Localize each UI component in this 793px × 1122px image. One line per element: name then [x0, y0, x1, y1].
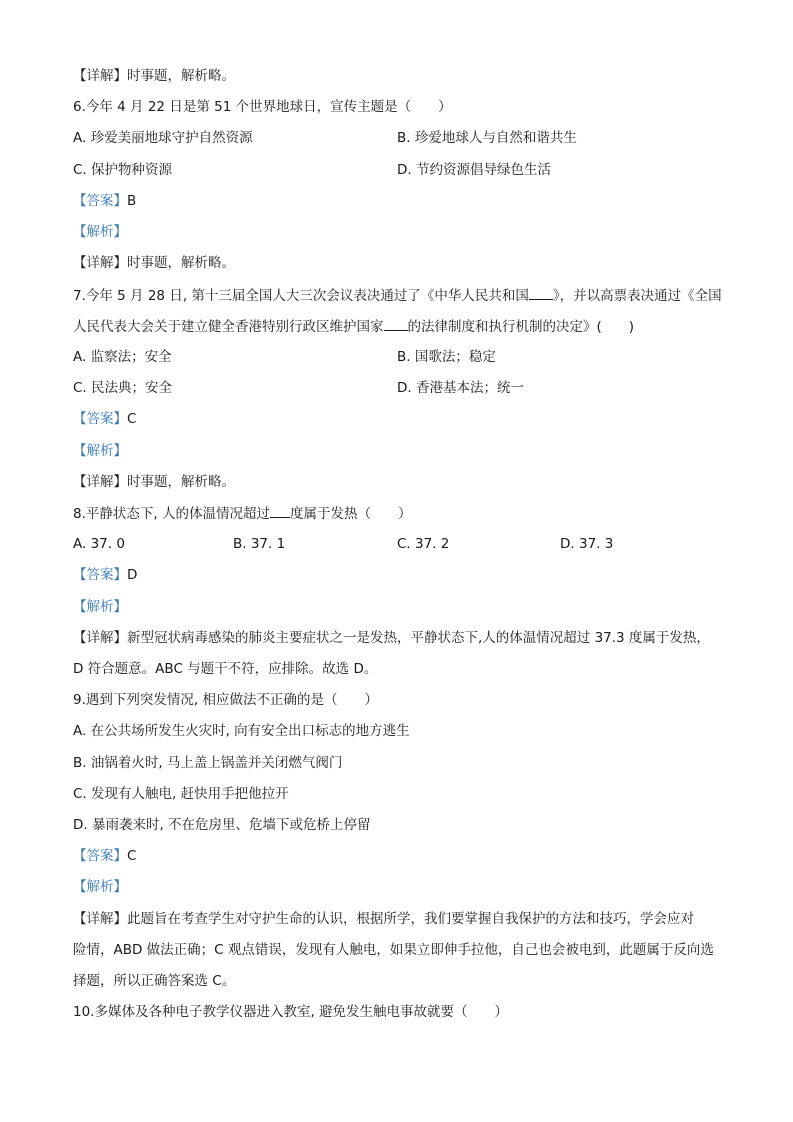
q9-detail-line1: 【详解】此题旨在考查学生对守护生命的认识，根据所学，我们要掌握自我保护的方法和技巧，学会应对	[73, 911, 694, 927]
detail-label: 【详解】	[73, 630, 127, 646]
q8-answer: 【答案】D	[73, 567, 138, 583]
q7-option-c: C. 民法典；安全	[73, 380, 173, 396]
q7-stem-line1: 7.今年 5 月 28 日, 第十三届全国人大三次会议表决通过了《中华人民共和国 》，并以高票表决通过《全国	[73, 285, 722, 306]
q6-option-a: A. 珍爱美丽地球守护自然资源	[73, 130, 253, 146]
q6-answer: 【答案】B	[73, 193, 137, 209]
q8-detail-line2: D 符合题意。ABC 与题干不符，应排除。故选 D。	[73, 661, 378, 677]
answer-label: 【答案】	[73, 193, 127, 209]
detail-label: 【详解】	[73, 255, 127, 271]
q10-stem: 10.多媒体及各种电子教学仪器进入教室, 避免发生触电事故就要（ ）	[73, 1004, 509, 1020]
q8-stem: 8.平静状态下, 人的体温情况超过 度属于发热（ ）	[73, 503, 411, 524]
fill-blank	[270, 503, 290, 518]
q7-answer: 【答案】C	[73, 411, 137, 427]
q8-detail-line1: 【详解】新型冠状病毒感染的肺炎主要症状之一是发热，平静状态下,人的体温情况超过 37.3 度属于发热，	[73, 630, 710, 646]
q7-option-a: A. 监察法；安全	[73, 349, 172, 365]
answer-label: 【答案】	[73, 411, 127, 427]
detail-label: 【详解】	[73, 911, 127, 927]
q8-option-a: A. 37. 0	[73, 536, 125, 552]
q6-option-d: D. 节约资源倡导绿色生活	[397, 162, 551, 178]
q6-analysis-label: 【解析】	[73, 224, 127, 240]
q9-option-a: A. 在公共场所发生火灾时, 向有安全出口标志的地方逃生	[73, 723, 410, 739]
q8-option-d: D. 37. 3	[560, 536, 614, 552]
q6-detail: 【详解】时事题，解析略。	[73, 255, 235, 271]
answer-label: 【答案】	[73, 848, 127, 864]
q8-option-c: C. 37. 2	[397, 536, 450, 552]
q5-detail: 【详解】时事题，解析略。	[73, 68, 235, 84]
q7-detail: 【详解】时事题，解析略。	[73, 474, 235, 490]
q7-option-b: B. 国歌法；稳定	[397, 349, 496, 365]
q9-analysis-label: 【解析】	[73, 879, 127, 895]
detail-label: 【详解】	[73, 68, 127, 84]
q9-stem: 9.遇到下列突发情况, 相应做法不正确的是（ ）	[73, 692, 378, 708]
q9-detail-line3: 择题，所以正确答案选 C。	[73, 973, 236, 989]
q6-option-b: B. 珍爱地球人与自然和谐共生	[397, 130, 577, 146]
q9-option-b: B. 油锅着火时, 马上盖上锅盖并关闭燃气阀门	[73, 755, 343, 771]
q9-answer: 【答案】C	[73, 848, 137, 864]
q9-option-d: D. 暴雨袭来时, 不在危房里、危墙下或危桥上停留	[73, 817, 371, 833]
q6-stem: 6.今年 4 月 22 日是第 51 个世界地球日，宣传主题是（ ）	[73, 99, 452, 115]
q7-option-d: D. 香港基本法；统一	[397, 380, 524, 396]
q8-option-b: B. 37. 1	[233, 536, 286, 552]
q9-option-c: C. 发现有人触电, 赶快用手把他拉开	[73, 786, 289, 802]
q7-analysis-label: 【解析】	[73, 443, 127, 459]
q9-detail-line2: 险情，ABD 做法正确；C 观点错误，发现有人触电，如果立即伸手拉他，自己也会被电到，此题属于反向选	[73, 942, 714, 958]
detail-label: 【详解】	[73, 474, 127, 490]
q7-stem-line2: 人民代表大会关于建立健全香港特别行政区维护国家 的法律制度和执行机制的决定》( )	[73, 316, 634, 337]
fill-blank	[529, 285, 553, 300]
q8-analysis-label: 【解析】	[73, 599, 127, 615]
fill-blank	[384, 316, 408, 331]
q6-option-c: C. 保护物种资源	[73, 162, 173, 178]
answer-label: 【答案】	[73, 567, 127, 583]
